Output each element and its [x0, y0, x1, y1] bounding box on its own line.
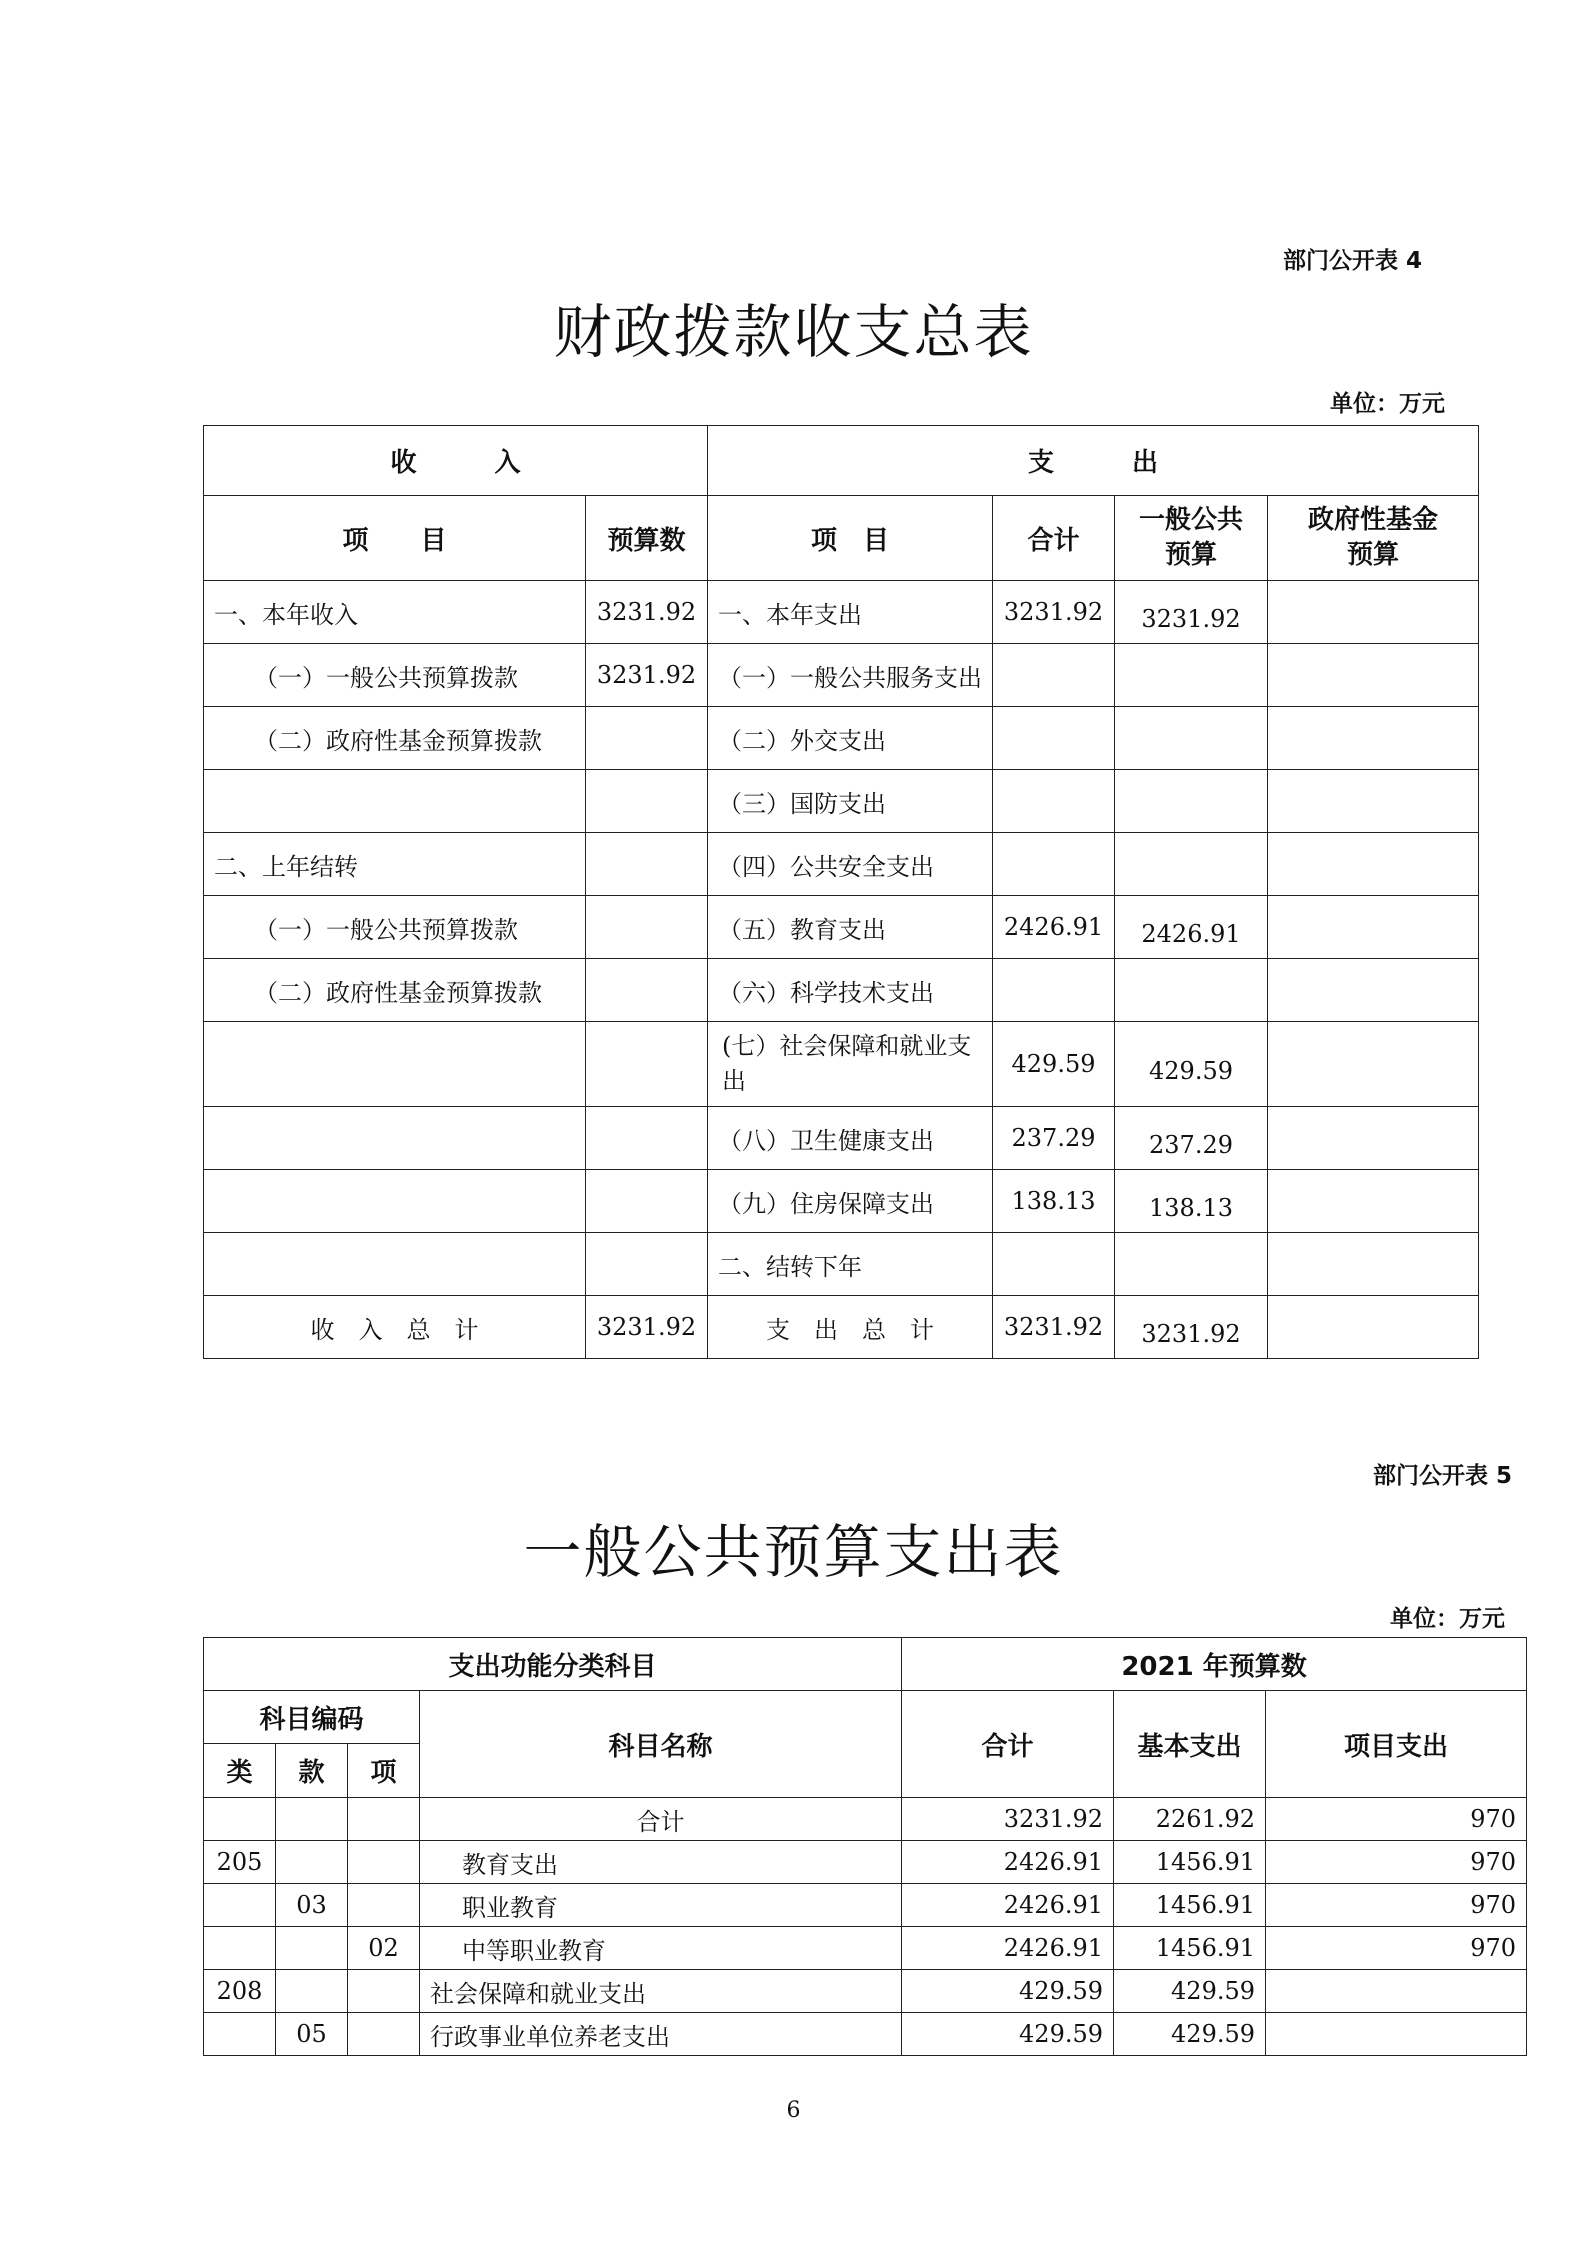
expense-general: [1115, 644, 1268, 707]
expense-general: [1115, 770, 1268, 833]
table-row: [204, 833, 1479, 896]
code-lei: 208: [204, 1970, 276, 2013]
code-kuan: [276, 1841, 348, 1884]
expense-general: 3231.92: [1115, 581, 1268, 644]
header-lei: 类: [204, 1744, 276, 1798]
table-row: [204, 1107, 1479, 1170]
income-value: [586, 1170, 708, 1233]
table-row: [204, 1022, 1479, 1107]
table4: [203, 425, 1479, 1359]
expense-item: （二）外交支出: [708, 707, 993, 770]
income-item: 收 入 总 计: [204, 1296, 586, 1359]
code-xiang: 02: [348, 1927, 420, 1970]
expense-total: [993, 707, 1115, 770]
table-row: [204, 1884, 1527, 1927]
header-code: 科目编码: [204, 1691, 420, 1744]
expense-general: 429.59: [1115, 1022, 1268, 1107]
project-value: [1266, 2013, 1527, 2056]
expense-item: （四）公共安全支出: [708, 833, 993, 896]
table-row: [204, 644, 1479, 707]
code-lei: [204, 2013, 276, 2056]
code-lei: [204, 1798, 276, 1841]
project-value: 970: [1266, 1841, 1527, 1884]
table4-title: 财政拨款收支总表: [553, 298, 1034, 366]
table-row: [204, 1798, 1527, 1841]
income-item: [204, 1107, 586, 1170]
expense-total: [993, 644, 1115, 707]
table-row: [204, 581, 1479, 644]
table-row: [204, 1170, 1479, 1233]
header-function-classification: 支出功能分类科目: [204, 1638, 902, 1691]
expense-item: 二、结转下年: [708, 1233, 993, 1296]
income-value: [586, 770, 708, 833]
expense-fund: [1268, 581, 1479, 644]
header-item: 项 目: [708, 496, 993, 581]
income-value: 3231.92: [586, 644, 708, 707]
table-row: [204, 1970, 1527, 2013]
project-value: 970: [1266, 1927, 1527, 1970]
header-basic: 基本支出: [1114, 1691, 1266, 1798]
income-item: （一）一般公共预算拨款: [204, 644, 586, 707]
table-row: [204, 1296, 1479, 1359]
code-xiang: [348, 1798, 420, 1841]
table-row: [204, 1927, 1527, 1970]
income-item: （二）政府性基金预算拨款: [204, 707, 586, 770]
expense-item: （九）住房保障支出: [708, 1170, 993, 1233]
expense-general: 138.13: [1115, 1170, 1268, 1233]
income-value: [586, 1107, 708, 1170]
expense-total: [993, 959, 1115, 1022]
table5: [203, 1637, 1527, 2056]
expense-item: （三）国防支出: [708, 770, 993, 833]
table-row: [204, 1841, 1527, 1884]
code-kuan: [276, 1927, 348, 1970]
table5-body: [204, 1798, 1527, 2056]
income-item: （二）政府性基金预算拨款: [204, 959, 586, 1022]
expense-total: 3231.92: [993, 1296, 1115, 1359]
expense-general: 3231.92: [1115, 1296, 1268, 1359]
expense-fund: [1268, 896, 1479, 959]
expense-total: 429.59: [993, 1022, 1115, 1107]
expense-item: （五）教育支出: [708, 896, 993, 959]
header-item: 项 目: [204, 496, 586, 581]
expense-fund: [1268, 1296, 1479, 1359]
project-value: [1266, 1970, 1527, 2013]
table4-unit: 单位：万元: [1330, 391, 1445, 417]
basic-value: 1456.91: [1114, 1841, 1266, 1884]
expense-total: [993, 770, 1115, 833]
income-value: [586, 833, 708, 896]
total-value: 3231.92: [902, 1798, 1114, 1841]
expense-fund: [1268, 833, 1479, 896]
income-value: [586, 896, 708, 959]
expense-fund: [1268, 959, 1479, 1022]
basic-value: 1456.91: [1114, 1927, 1266, 1970]
header-fund-budget: 政府性基金 预算: [1268, 496, 1479, 581]
table4-tag: 部门公开表 4: [1283, 248, 1423, 274]
code-kuan: 05: [276, 2013, 348, 2056]
expense-general: [1115, 959, 1268, 1022]
header-total: 合计: [993, 496, 1115, 581]
income-item: 一、本年收入: [204, 581, 586, 644]
header-general-budget: 一般公共 预算: [1115, 496, 1268, 581]
income-value: [586, 1233, 708, 1296]
expense-item: 支 出 总 计: [708, 1296, 993, 1359]
table-row: [204, 2013, 1527, 2056]
code-xiang: [348, 1841, 420, 1884]
expense-total: 2426.91: [993, 896, 1115, 959]
header-income: 收 入: [204, 426, 708, 496]
code-kuan: [276, 1798, 348, 1841]
header-project: 项目支出: [1266, 1691, 1527, 1798]
header-expense: 支 出: [708, 426, 1479, 496]
total-value: 2426.91: [902, 1841, 1114, 1884]
expense-fund: [1268, 1170, 1479, 1233]
subject-name: 中等职业教育: [420, 1927, 902, 1970]
basic-value: 1456.91: [1114, 1884, 1266, 1927]
code-lei: [204, 1927, 276, 1970]
basic-value: 429.59: [1114, 1970, 1266, 2013]
subject-name: 合计: [420, 1798, 902, 1841]
expense-fund: [1268, 707, 1479, 770]
total-value: 2426.91: [902, 1927, 1114, 1970]
code-kuan: [276, 1970, 348, 2013]
expense-total: 237.29: [993, 1107, 1115, 1170]
table5-unit: 单位：万元: [1390, 1606, 1505, 1632]
total-value: 429.59: [902, 1970, 1114, 2013]
income-item: [204, 1233, 586, 1296]
expense-total: [993, 1233, 1115, 1296]
header-name: 科目名称: [420, 1691, 902, 1798]
table-row: [204, 770, 1479, 833]
expense-fund: [1268, 1233, 1479, 1296]
expense-general: [1115, 833, 1268, 896]
header-budget: 预算数: [586, 496, 708, 581]
subject-name: 教育支出: [420, 1841, 902, 1884]
expense-total: 138.13: [993, 1170, 1115, 1233]
basic-value: 2261.92: [1114, 1798, 1266, 1841]
basic-value: 429.59: [1114, 2013, 1266, 2056]
header-xiang: 项: [348, 1744, 420, 1798]
expense-item: 一、本年支出: [708, 581, 993, 644]
expense-item: (七）社会保障和就业支出: [708, 1022, 993, 1107]
code-xiang: [348, 1884, 420, 1927]
code-xiang: [348, 2013, 420, 2056]
table-row: [204, 896, 1479, 959]
table-row: [204, 1233, 1479, 1296]
expense-fund: [1268, 1107, 1479, 1170]
table5-title: 一般公共预算支出表: [523, 1518, 1064, 1586]
expense-item: （六）科学技术支出: [708, 959, 993, 1022]
expense-general: 2426.91: [1115, 896, 1268, 959]
header-kuan: 款: [276, 1744, 348, 1798]
expense-total: 3231.92: [993, 581, 1115, 644]
total-value: 429.59: [902, 2013, 1114, 2056]
header-year-budget: 2021 年预算数: [902, 1638, 1527, 1691]
code-xiang: [348, 1970, 420, 2013]
table-row: [204, 707, 1479, 770]
income-value: [586, 1022, 708, 1107]
income-value: 3231.92: [586, 1296, 708, 1359]
page-number: 6: [786, 2098, 801, 2123]
income-item: [204, 770, 586, 833]
expense-general: 237.29: [1115, 1107, 1268, 1170]
income-value: [586, 959, 708, 1022]
income-item: （一）一般公共预算拨款: [204, 896, 586, 959]
income-item: [204, 1022, 586, 1107]
expense-general: [1115, 707, 1268, 770]
subject-name: 职业教育: [420, 1884, 902, 1927]
expense-fund: [1268, 644, 1479, 707]
code-kuan: 03: [276, 1884, 348, 1927]
subject-name: 社会保障和就业支出: [420, 1970, 902, 2013]
expense-total: [993, 833, 1115, 896]
header-total: 合计: [902, 1691, 1114, 1798]
expense-fund: [1268, 1022, 1479, 1107]
code-lei: [204, 1884, 276, 1927]
table5-tag: 部门公开表 5: [1373, 1463, 1513, 1489]
total-value: 2426.91: [902, 1884, 1114, 1927]
table4-body: [204, 581, 1479, 1359]
subject-name: 行政事业单位养老支出: [420, 2013, 902, 2056]
project-value: 970: [1266, 1884, 1527, 1927]
income-value: [586, 707, 708, 770]
expense-fund: [1268, 770, 1479, 833]
income-item: 二、上年结转: [204, 833, 586, 896]
expense-item: （八）卫生健康支出: [708, 1107, 993, 1170]
code-lei: 205: [204, 1841, 276, 1884]
income-value: 3231.92: [586, 581, 708, 644]
expense-general: [1115, 1233, 1268, 1296]
income-item: [204, 1170, 586, 1233]
table-row: [204, 959, 1479, 1022]
project-value: 970: [1266, 1798, 1527, 1841]
expense-item: （一）一般公共服务支出: [708, 644, 993, 707]
